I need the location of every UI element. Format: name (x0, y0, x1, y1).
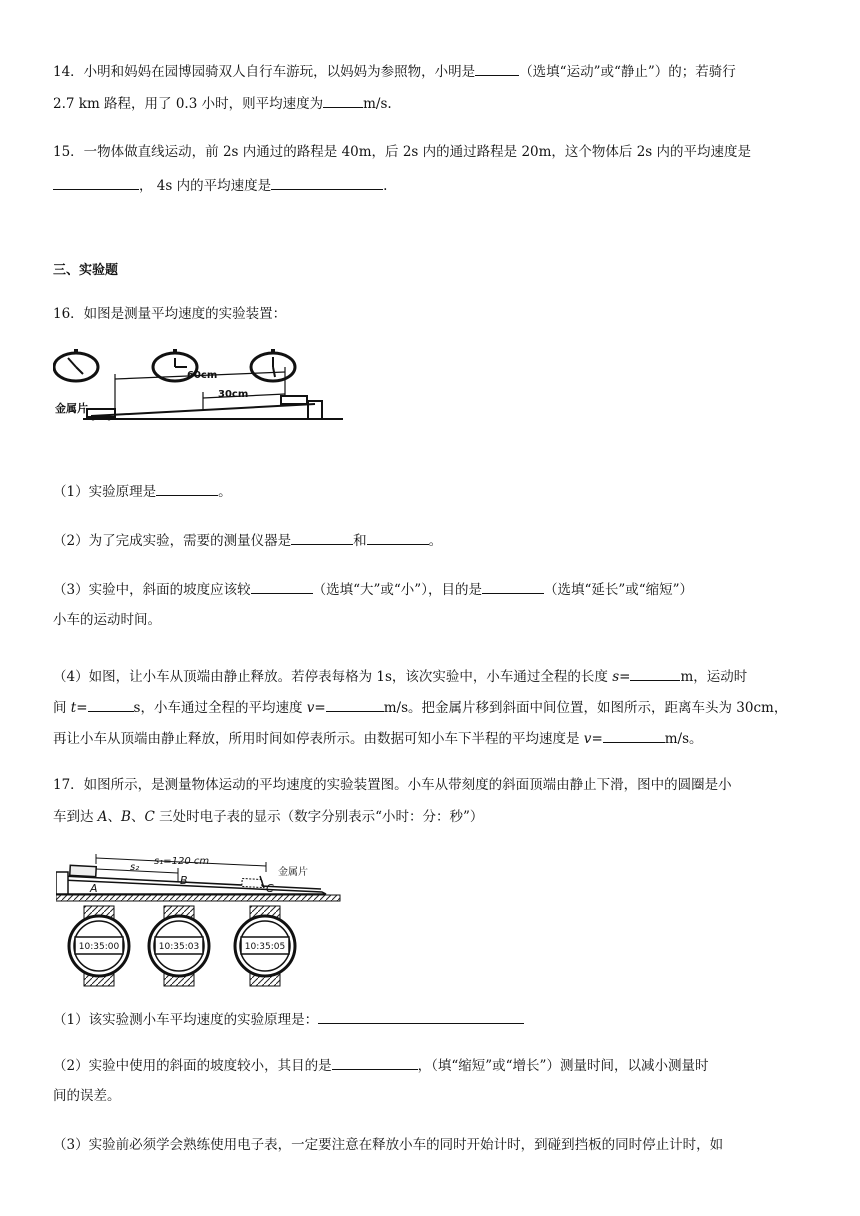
q16-part-2: （2）为了完成实验，需要的测量仪器是 和 。 (53, 530, 813, 551)
watch-a-time: 10:35:00 (78, 942, 120, 952)
answer-blank (53, 175, 139, 190)
watch-c-time: 10:35:05 (244, 942, 286, 952)
electronic-watch-icon (235, 906, 295, 986)
q15-line-2: ， 4s 内的平均速度是 . (53, 175, 813, 196)
q17-figure (56, 852, 346, 990)
q16-figure (53, 346, 348, 426)
q16-stem: 16．如图是测量平均速度的实验装置： (53, 306, 287, 322)
answer-blank (475, 61, 519, 76)
q17-line-1: 17．如图所示，是测量物体运动的平均速度的实验装置图。小车从带刻度的斜面顶端由静止下滑，图中的圆圈是小 (53, 777, 732, 793)
metal-plate-label: 金属片 (278, 867, 308, 878)
q17-part-2-line-2: 间的误差。 (53, 1088, 121, 1104)
answer-blank (251, 579, 313, 594)
answer-blank (603, 728, 665, 743)
electronic-watch-icon (69, 906, 129, 986)
point-a-label: A (90, 882, 98, 895)
point-b-label: B (180, 874, 188, 887)
answer-blank (326, 697, 384, 712)
distance-30-label: 30cm (218, 389, 249, 400)
q16-part-3-line-1: （3）实验中，斜面的坡度应该较 （选填“大”或“小”），目的是 （选填“延长”或“缩短”） (53, 579, 813, 600)
answer-blank (630, 666, 680, 681)
answer-blank (318, 1009, 524, 1024)
answer-blank (88, 697, 134, 712)
watch-b-time: 10:35:03 (158, 942, 200, 952)
s1-label: s₁=120 cm (154, 856, 210, 867)
distance-60-label: 60cm (187, 370, 218, 381)
electronic-watch-icon (149, 906, 209, 986)
answer-blank (156, 481, 218, 496)
answer-blank (271, 175, 383, 190)
answer-blank (367, 530, 429, 545)
q16-part-4-line-1: （4）如图，让小车从顶端由静止释放。若停表每格为 1s，该次实验中，小车通过全程的长度 s= m，运动时 (53, 666, 813, 687)
q16-part-3-line-2: 小车的运动时间。 (53, 612, 161, 628)
q15-line-1: 15．一物体做直线运动，前 2s 内通过的路程是 40m，后 2s 内的通过路程是 20m，这个物体后 2s 内的平均速度是 (53, 144, 752, 160)
q14-line-2: 2.7 km 路程，用了 0.3 小时，则平均速度为 m/s. (53, 93, 813, 114)
answer-blank (332, 1055, 418, 1070)
stopwatch-icon (251, 349, 295, 381)
answer-blank (323, 93, 363, 108)
metal-plate-label: 金属片 (55, 402, 88, 415)
q14-line-1: 14．小明和妈妈在园博园骑双人自行车游玩，以妈妈为参照物，小明是 （选填“运动”或“静止”）的；若骑行 (53, 61, 813, 82)
q17-part-1: （1）该实验测小车平均速度的实验原理是： (53, 1009, 813, 1030)
q17-part-3-line-1: （3）实验前必须学会熟练使用电子表，一定要注意在释放小车的同时开始计时，到碰到挡板的同时停止计时，如 (53, 1137, 724, 1153)
s2-label: s₂ (130, 862, 140, 873)
q16-part-1: （1）实验原理是 。 (53, 481, 813, 502)
point-c-label: C (266, 882, 274, 895)
answer-blank (482, 579, 544, 594)
q17-line-2: 车到达 A、B、C 三处时电子表的显示（数字分别表示“小时：分：秒”） (53, 809, 484, 825)
q17-part-2-line-1: （2）实验中使用的斜面的坡度较小，其目的是 ，（填“缩短”或“增长”）测量时间，以减小测量时 (53, 1055, 813, 1076)
answer-blank (291, 530, 353, 545)
section-title: 三、实验题 (53, 263, 119, 278)
q16-part-4-line-3: 再让小车从顶端由静止释放，所用时间如停表所示。由数据可知小车下半程的平均速度是 v= m/s。 (53, 728, 813, 749)
q16-part-4-line-2: 间 t= s，小车通过全程的平均速度 v= m/s。把金属片移到斜面中间位置，如图所示，距离车头为 30cm， (53, 697, 813, 718)
stopwatch-icon (54, 349, 98, 381)
